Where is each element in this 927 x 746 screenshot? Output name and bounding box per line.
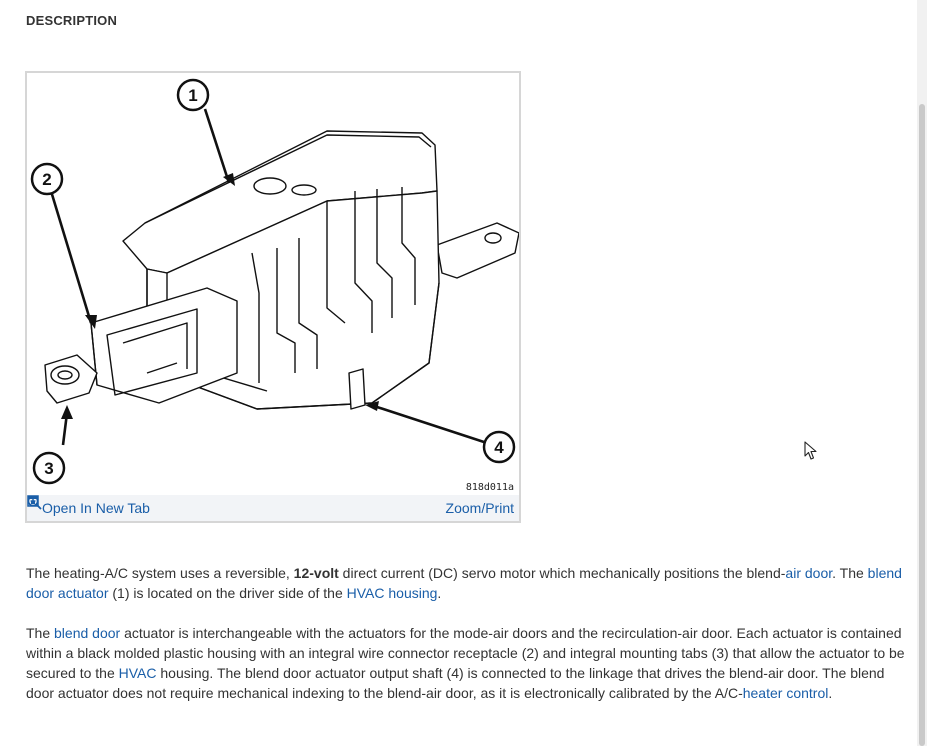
actuator-illustration bbox=[27, 73, 519, 493]
text: housing. The blend door actuator output shaft (4) is connected to the linkage that drives the blend-air door. The blend door actuator does not require mechanical indexing to the blend-air door, as it is electronically calibrated by the A/C- bbox=[26, 665, 885, 701]
text: actuator is interchangeable with the actuators for the mode-air doors and the recirculation-air door. Each actuator is contained within a black molded plastic housing with an integral wire connector receptacle (2) and integral mounting tabs (3) that allow the actuator to be secured to the bbox=[26, 625, 905, 681]
text: . bbox=[828, 685, 833, 701]
callout-2 bbox=[32, 164, 62, 194]
scrollbar-track[interactable] bbox=[917, 0, 927, 746]
text: . bbox=[437, 585, 442, 601]
link-air-door[interactable]: air door bbox=[785, 565, 833, 581]
figure-panel bbox=[25, 71, 521, 523]
text: The heating-A/C system uses a reversible, bbox=[26, 565, 294, 581]
text: (1) is located on the driver side of the bbox=[108, 585, 347, 601]
svg-text:3: 3 bbox=[44, 459, 54, 478]
link-hvac-housing[interactable]: HVAC housing bbox=[346, 585, 438, 601]
callout-4 bbox=[484, 432, 514, 462]
link-hvac[interactable]: HVAC bbox=[118, 665, 157, 681]
zoom-print-label: Zoom/Print bbox=[445, 500, 514, 516]
mouse-cursor-icon bbox=[804, 441, 818, 466]
text: direct current (DC) servo motor which mechanically positions the blend- bbox=[338, 565, 786, 581]
text: The bbox=[26, 625, 55, 641]
bold-text: 12-volt bbox=[293, 565, 339, 581]
link-heater-control[interactable]: heater control bbox=[742, 685, 829, 701]
description-content bbox=[26, 563, 914, 723]
open-in-new-tab-label: Open In New Tab bbox=[42, 500, 150, 516]
text: . The bbox=[832, 565, 868, 581]
svg-text:1: 1 bbox=[188, 86, 198, 105]
svg-text:2: 2 bbox=[42, 170, 52, 189]
callout-3 bbox=[34, 453, 64, 483]
svg-text:4: 4 bbox=[494, 438, 504, 457]
paragraph-1 bbox=[26, 563, 914, 603]
callout-1 bbox=[178, 80, 208, 110]
scrollbar-thumb[interactable] bbox=[919, 104, 925, 746]
section-heading: DESCRIPTION bbox=[26, 13, 118, 28]
figure-id: 818d011a bbox=[465, 482, 514, 493]
link-blend-door[interactable]: blend door bbox=[54, 625, 121, 641]
link-blend-door-actuator[interactable]: blend door actuator bbox=[26, 565, 902, 601]
zoom-print-link[interactable] bbox=[441, 500, 514, 516]
paragraph-2 bbox=[26, 623, 914, 703]
figure-toolbar bbox=[27, 495, 519, 521]
open-in-new-tab-link[interactable] bbox=[37, 500, 150, 516]
